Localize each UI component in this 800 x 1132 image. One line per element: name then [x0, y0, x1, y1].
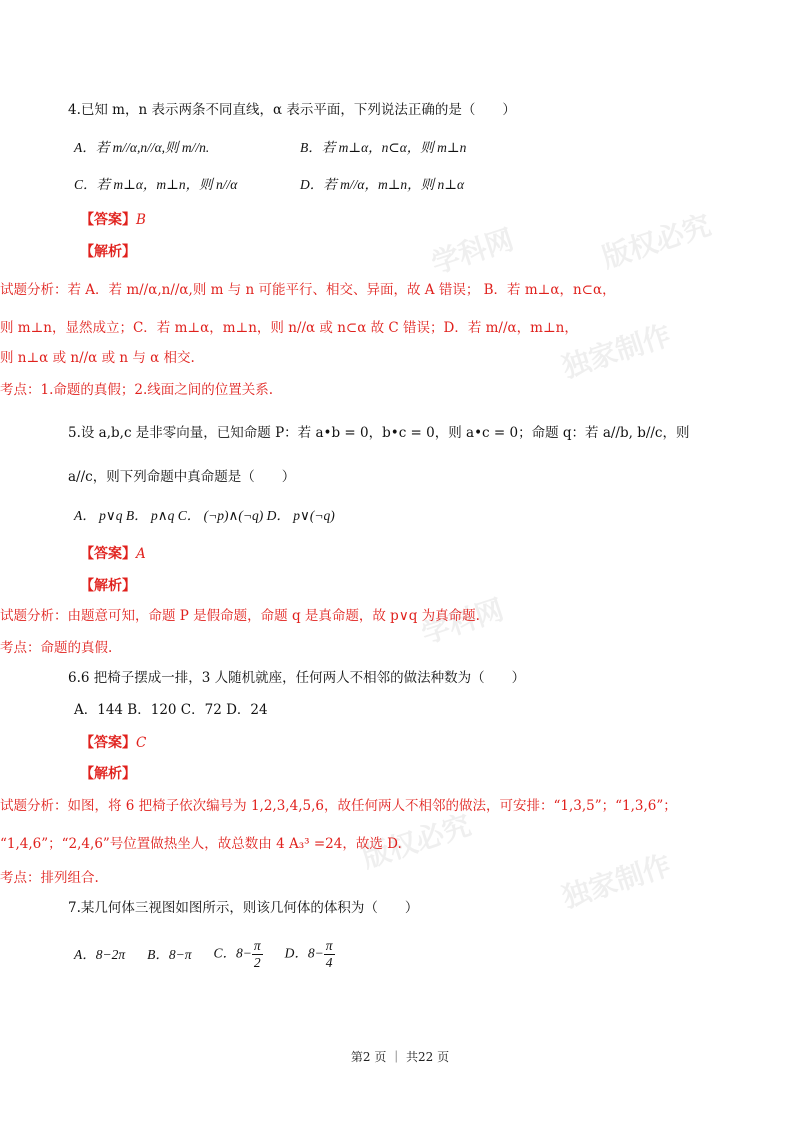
- fraction-numerator: π: [325, 938, 333, 953]
- fraction-denominator: 2: [253, 955, 261, 970]
- q4-option-d: D．若 m//α，m⊥n，则 n⊥α: [300, 177, 465, 192]
- answer-label: 【答案】: [80, 546, 136, 562]
- q7-option-c-label: C．8−: [213, 945, 252, 961]
- fraction-numerator: π: [253, 938, 261, 953]
- q6-stem: 6.6 把椅子摆成一排，3 人随机就座，任何两人不相邻的做法种数为（ ）: [68, 670, 526, 686]
- fraction: [252, 938, 263, 971]
- q7-option-b: B．8−π: [147, 946, 192, 962]
- q4-answer: [80, 210, 146, 230]
- q6-analysis-line-1: 试题分析：如图，将 6 把椅子依次编号为 1,2,3,4,5,6，故任何两人不相邻的做法，可安排：“1,3,5”；“1,3,6”；: [0, 798, 677, 814]
- q5-analysis-line-1: 试题分析：由题意可知，命题 P 是假命题，命题 q 是真命题，故 p∨q 为真命题.: [0, 608, 480, 624]
- q7-options: [74, 938, 335, 971]
- watermark: 独家制作: [558, 318, 675, 385]
- q4-analysis-label: 【解析】: [80, 244, 136, 260]
- q5-options: A． p∨q B． p∧q C． (¬p)∧(¬q) D． p∨(¬q): [74, 508, 335, 523]
- q7-option-c: [214, 938, 263, 971]
- q5-stem-line-2: a//c，则下列命题中真命题是（ ）: [68, 469, 296, 485]
- watermark: 版权必究: [598, 208, 715, 275]
- q5-stem-line-1: 5.设 a,b,c 是非零向量，已知命题 P：若 a•b = 0，b•c = 0，则 a•c = 0；命题 q：若 a//b, b//c，则: [68, 425, 690, 441]
- q6-points: 考点：排列组合.: [0, 870, 99, 886]
- q5-points: 考点：命题的真假.: [0, 640, 113, 656]
- q5-analysis-label: 【解析】: [80, 578, 136, 594]
- q7-option-a: A．8−2π: [74, 946, 126, 962]
- watermark: 版权必究: [358, 808, 475, 875]
- q4-option-b: B．若 m⊥α，n⊂α，则 m⊥n: [300, 140, 467, 155]
- answer-value: C: [136, 735, 147, 751]
- q4-stem: 4.已知 m，n 表示两条不同直线，α 表示平面，下列说法正确的是（ ）: [68, 102, 516, 118]
- q7-stem: 7.某几何体三视图如图所示，则该几何体的体积为（ ）: [68, 900, 419, 916]
- answer-value: A: [136, 546, 146, 562]
- q5-answer: [80, 544, 146, 564]
- q6-options: A．144 B．120 C．72 D．24: [74, 702, 268, 718]
- q7-option-d: [285, 938, 335, 971]
- watermark: 独家制作: [558, 848, 675, 915]
- q6-analysis-label: 【解析】: [80, 766, 136, 782]
- q6-analysis-line-2: “1,4,6”；“2,4,6”号位置做热坐人，故总数由 4 A₃³ =24，故选 D.: [0, 836, 402, 852]
- q4-option-a: A．若 m//α,n//α,则 m//n.: [74, 140, 210, 155]
- watermark: 学科网: [417, 592, 508, 651]
- q4-analysis-line-1: 试题分析：若 A．若 m//α,n//α,则 m 与 n 可能平行、相交、异面，故 A 错误； B．若 m⊥α，n⊂α，: [0, 282, 616, 298]
- fraction: [324, 938, 335, 971]
- q4-option-c: C．若 m⊥α，m⊥n，则 n//α: [74, 177, 238, 192]
- answer-label: 【答案】: [80, 212, 136, 228]
- fraction-denominator: 4: [325, 955, 333, 970]
- q4-analysis-line-3: 则 n⊥α 或 n//α 或 n 与 α 相交.: [0, 350, 195, 366]
- q7-option-d-label: D．8−: [284, 945, 324, 961]
- q6-answer: [80, 733, 146, 753]
- watermark: 学科网: [427, 222, 518, 281]
- answer-value: B: [136, 212, 146, 228]
- q4-analysis-line-2: 则 m⊥n，显然成立；C．若 m⊥α，m⊥n，则 n//α 或 n⊂α 故 C 错误；D．若 m//α，m⊥n，: [0, 320, 578, 336]
- page-footer: 第2 页 ｜ 共22 页: [350, 1050, 450, 1064]
- q4-points: 考点：1.命题的真假；2.线面之间的位置关系.: [0, 382, 274, 398]
- answer-label: 【答案】: [80, 735, 136, 751]
